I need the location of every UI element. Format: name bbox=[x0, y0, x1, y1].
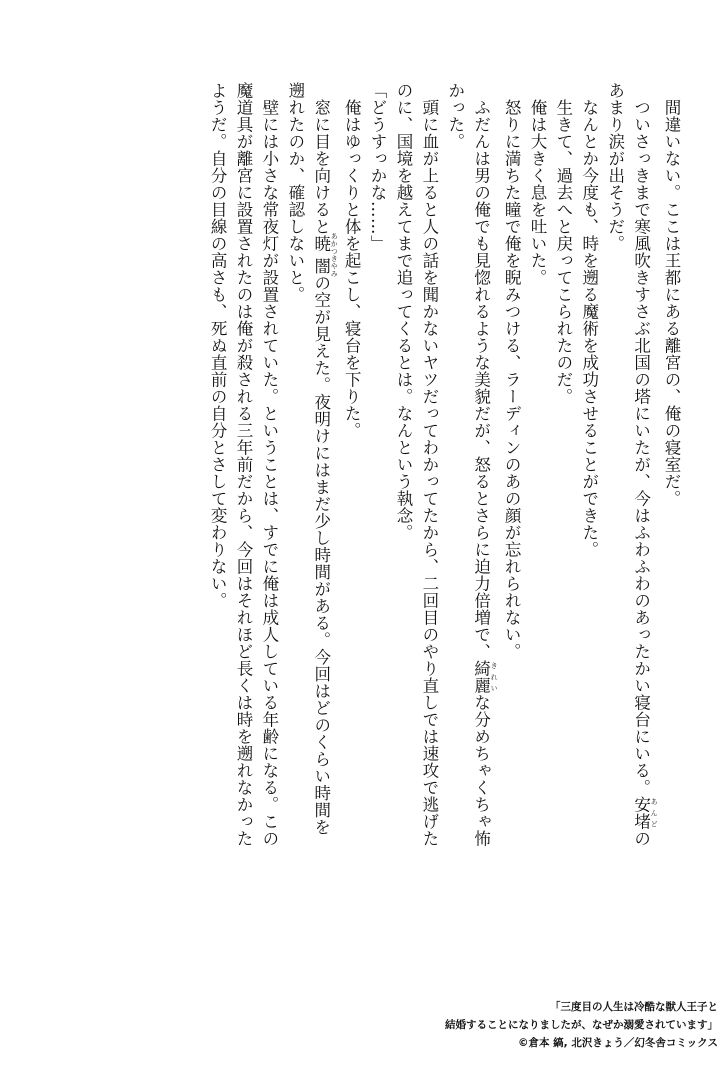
text-line: 「どうすっかな……」 bbox=[368, 82, 388, 252]
body-text bbox=[204, 82, 684, 962]
text-line: ふだんは男の俺でも見惚れるような美貌だが、怒るとさらに迫力倍増で、綺麗 きれいな分めちゃくちゃ怖 bbox=[471, 98, 499, 847]
ruby-reading: あんど bbox=[650, 795, 659, 830]
text-line: ついさっきまで寒風吹きすさぶ北国の塔にいたが、今はふわふわのあったかい寝台にいる。安堵 あんどの bbox=[631, 98, 659, 847]
ruby-word bbox=[471, 659, 499, 694]
text-line: 生きて、過去へと戻ってこられたのだ。 bbox=[553, 98, 573, 405]
ruby-word bbox=[311, 231, 339, 277]
text-line: かった。 bbox=[445, 82, 465, 150]
credit-title-line-1: 「三度目の人生は冷酷な獣人王子と bbox=[550, 1001, 718, 1013]
text-line: あまり涙が出そうだ。 bbox=[605, 82, 625, 252]
text-line: のに、国境を越えてまで追ってくるとは。なんという執念。 bbox=[393, 82, 413, 541]
text-line: なんとか今度も、時を遡る魔術を成功させることができた。 bbox=[579, 98, 599, 558]
credit-copyright: ©倉本 縞, 北沢きょう／幻冬舎コミックス bbox=[518, 1037, 718, 1049]
credit-block bbox=[445, 998, 718, 1052]
text-line: 窓に目を向けると暁闇 あかつきやみの空が見えた。夜明けにはまだ少し時間がある。今回はどのくらい時間を bbox=[311, 98, 339, 835]
text-line: 怒りに満ちた瞳で俺を睨みつける、ラーディンのあの顔が忘れられない。 bbox=[502, 98, 522, 660]
ruby-base: 安堵 bbox=[631, 795, 651, 830]
ruby-word bbox=[631, 795, 659, 830]
ruby-base: 暁闇 bbox=[311, 231, 331, 277]
text-line: 魔道具が離宮に設置されたのは俺が殺される三年前だから、今回はそれほど長くは時を遡れなかった bbox=[234, 82, 253, 847]
text-line: 俺はゆっくりと体を起こし、寝台を下りた。 bbox=[342, 98, 362, 439]
text-line: 間違いない。ここは王都にある離宮の、俺の寝室だ。 bbox=[662, 98, 681, 507]
ruby-base: 綺麗 bbox=[471, 659, 491, 694]
text-line: 遡れたのか、確認しないと。 bbox=[285, 82, 305, 303]
text-line: ようだ。自分の目線の高さも、死ぬ直前の自分とさして変わりない。 bbox=[208, 82, 228, 609]
ruby-reading: あかつきやみ bbox=[330, 231, 339, 277]
ruby-reading: きれい bbox=[490, 659, 499, 694]
text-line: 頭に血が上ると人の話を聞かないヤツだってわかってたから、二回目のやり直しでは速攻で逃げた bbox=[419, 98, 439, 847]
credit-title-line-2: 結婚することになりましたが、なぜか溺愛されています」 bbox=[445, 1019, 718, 1031]
text-line: 俺は大きく息を吐いた。 bbox=[527, 98, 547, 286]
text-line: 壁には小さな常夜灯が設置されていた。ということは、すでに俺は成人している年齢になる。この bbox=[259, 98, 279, 847]
